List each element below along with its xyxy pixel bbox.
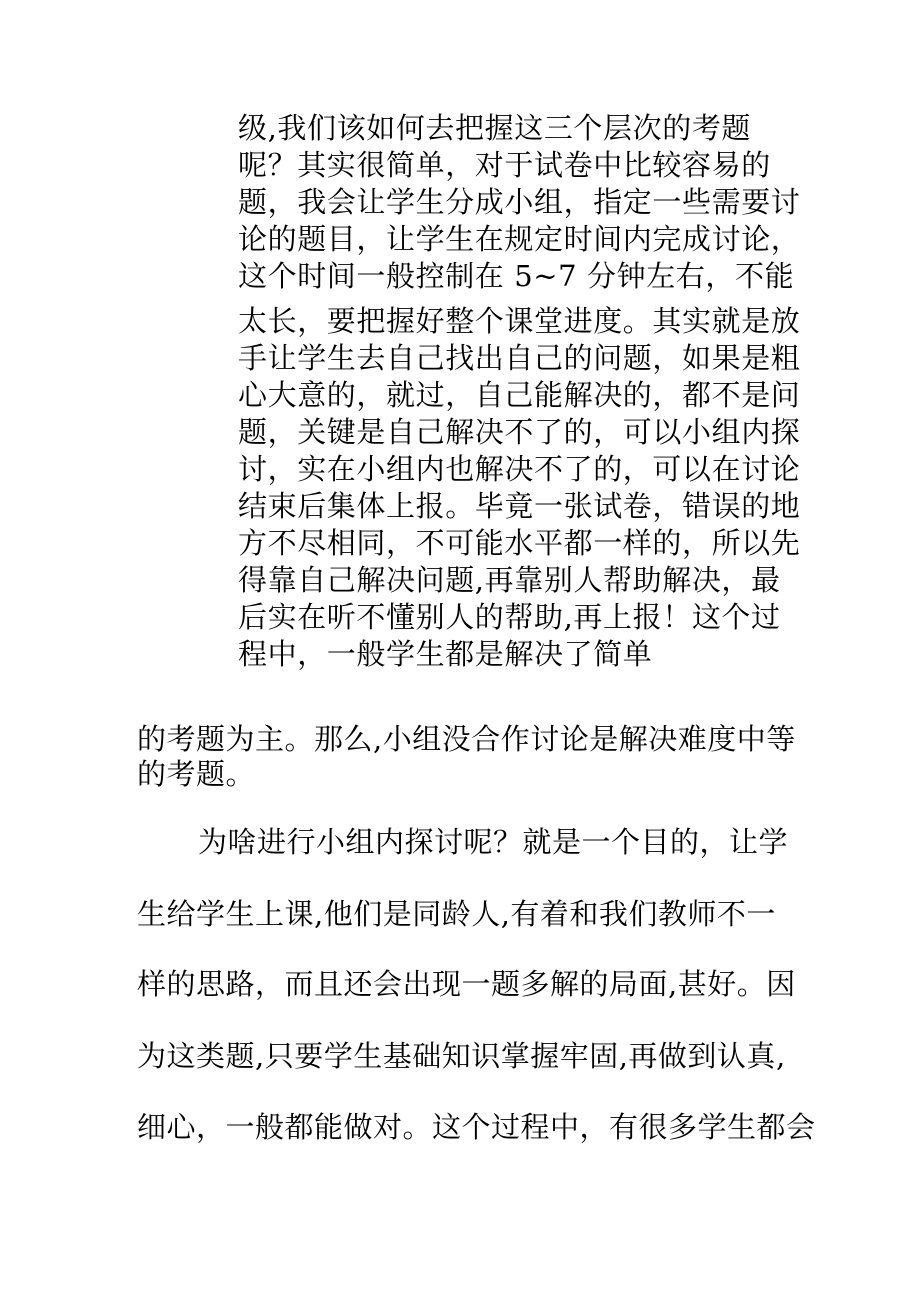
text-line: 题，我会让学生分成小组，指定一些需要讨 xyxy=(238,185,801,219)
text-line: 手让学生去自己找出自己的问题，如果是粗 xyxy=(238,341,801,375)
text-line: 方不尽相同，不可能水平都一样的，所以先 xyxy=(238,526,801,560)
text-line: 论的题目，让学生在规定时间内完成讨论， xyxy=(238,222,801,256)
text-line: 呢？其实很简单，对于试卷中比较容易的 xyxy=(238,148,771,182)
text-line: 细心，一般都能做对。这个过程中，有很多学生都会 xyxy=(137,1110,816,1144)
text-line: 样的思路，而且还会出现一题多解的局面,甚好。因 xyxy=(137,967,796,1001)
text-line: 的考题为主。那么,小组没合作讨论是解决难度中等 xyxy=(137,722,796,756)
text-line: 这个时间一般控制在 5~7 分钟左右，不能 xyxy=(238,259,795,293)
text-line: 题，关键是自己解决不了的，可以小组内探 xyxy=(238,415,801,449)
text-line: 的考题。 xyxy=(137,757,256,791)
text-line: 为啥进行小组内探讨呢？就是一个目的，让学 xyxy=(198,825,789,859)
text-line: 为这类题,只要学生基础知识掌握牢固,再做到认真, xyxy=(137,1039,786,1073)
text-line: 结束后集体上报。毕竟一张试卷，错误的地 xyxy=(238,489,801,523)
text-line: 太长，要把握好整个课堂进度。其实就是放 xyxy=(238,304,801,338)
text-line: 后实在听不懂别人的帮助,再上报！这个过 xyxy=(238,600,781,634)
text-line: 级,我们该如何去把握这三个层次的考题 xyxy=(238,111,752,145)
text-line: 得靠自己解决问题,再靠别人帮助解决，最 xyxy=(238,563,781,597)
text-line: 生给学生上课,他们是同龄人,有着和我们教师不一 xyxy=(137,897,776,931)
text-line: 程中，一般学生都是解决了简单 xyxy=(238,637,653,671)
text-line: 讨，实在小组内也解决不了的，可以在讨论 xyxy=(238,452,801,486)
text-line: 心大意的，就过，自己能解决的，都不是问 xyxy=(238,378,801,412)
